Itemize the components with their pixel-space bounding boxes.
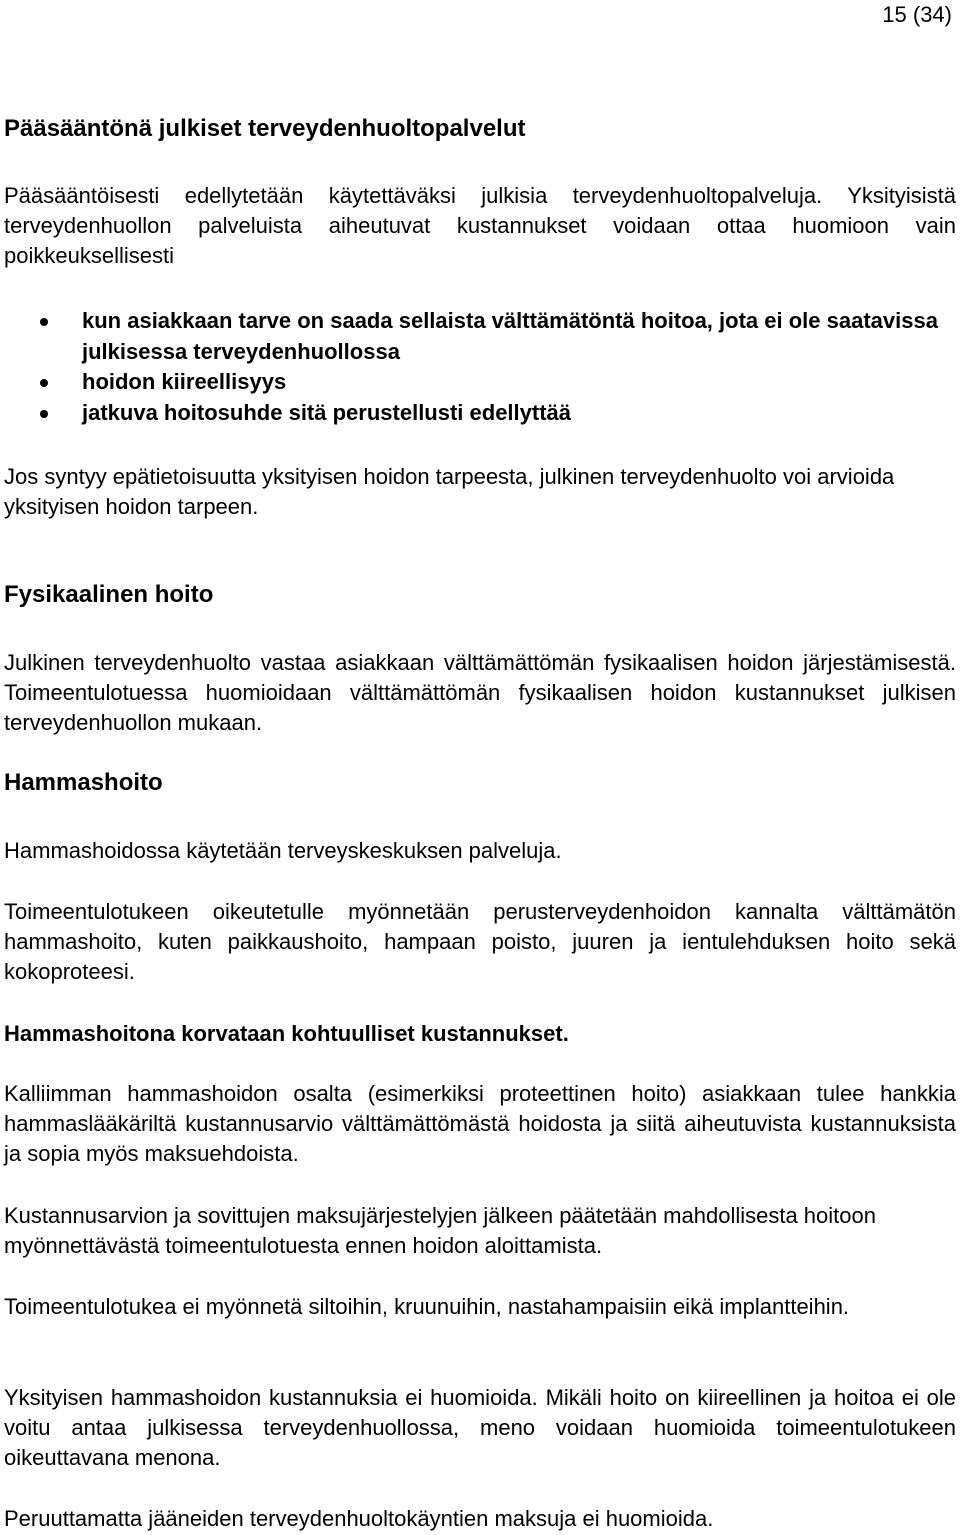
bullet-icon bbox=[40, 318, 48, 326]
list-item-text: hoidon kiireellisyys bbox=[82, 369, 287, 394]
bullet-icon bbox=[40, 379, 48, 387]
paragraph-physical-therapy: Julkinen terveydenhuolto vastaa asiakkaan välttämättömän fysikaalisen hoidon järjestämisestä. Toimeentulotuessa huomioidaan välttämättömän fysikaalisen hoidon kustannukset julkisen terveydenhuollon mukaan. bbox=[4, 650, 956, 735]
paragraph-dental-bold: Hammashoitona korvataan kohtuulliset kustannukset. bbox=[4, 1021, 569, 1046]
paragraph-dental-7: Peruuttamatta jääneiden terveydenhuoltokäyntien maksuja ei huomioida. bbox=[4, 1506, 714, 1531]
paragraph-dental-4: Kustannusarvion ja sovittujen maksujärjestelyjen jälkeen päätetään mahdollisesta hoitoon myönnettävästä toimeentulotuesta ennen hoidon aloittamista. bbox=[4, 1203, 876, 1258]
list-item bbox=[4, 398, 956, 429]
paragraph-dental-3: Kalliimman hammashoidon osalta (esimerkiksi proteettinen hoito) asiakkaan tulee hankkia hammaslääkäriltä kustannusarvio välttämättömästä hoidosta ja siitä aiheutuvista kustannuksista ja sopia myös maksuehdoista. bbox=[4, 1081, 956, 1166]
paragraph-dental-6: Yksityisen hammashoidon kustannuksia ei huomioida. Mikäli hoito on kiireellinen ja hoitoa ei ole voitu antaa julkisessa terveydenhuollossa, meno voidaan huomioida toimeentulotukeen oikeuttavana menona. bbox=[4, 1385, 956, 1470]
page-number: 15 (34) bbox=[882, 2, 952, 27]
heading-physical-therapy: Fysikaalinen hoito bbox=[4, 581, 214, 608]
list-item-text: kun asiakkaan tarve on saada sellaista välttämätöntä hoitoa, jota ei ole saatavissa julkisessa terveydenhuollossa bbox=[82, 308, 938, 364]
bullet-icon bbox=[40, 410, 48, 418]
paragraph-dental-5: Toimeentulotukea ei myönnetä siltoihin, kruunuihin, nastahampaisiin eikä implantteihin. bbox=[4, 1294, 850, 1319]
criteria-list bbox=[4, 306, 956, 428]
paragraph-dental-2: Toimeentulotukeen oikeutetulle myönnetään perusterveydenhoidon kannalta välttämätön hammashoito, kuten paikkaushoito, hampaan poisto, juuren ja ientulehduksen hoito sekä kokoproteesi. bbox=[4, 899, 956, 984]
heading-public-services: Pääsääntönä julkiset terveydenhuoltopalvelut bbox=[4, 115, 526, 142]
heading-dental-care: Hammashoito bbox=[4, 769, 163, 796]
paragraph-intro: Pääsääntöisesti edellytetään käytettäväksi julkisia terveydenhuoltopalveluja. Yksityisistä terveydenhuollon palveluista aiheutuvat kustannukset voidaan ottaa huomioon vain poikkeuksellisesti bbox=[4, 183, 956, 268]
paragraph-uncertainty: Jos syntyy epätietoisuutta yksityisen hoidon tarpeesta, julkinen terveydenhuolto voi arvioida yksityisen hoidon tarpeen. bbox=[4, 464, 895, 519]
list-item-text: jatkuva hoitosuhde sitä perustellusti edellyttää bbox=[82, 399, 572, 425]
list-item bbox=[4, 306, 956, 367]
paragraph-dental-1: Hammashoidossa käytetään terveyskeskuksen palveluja. bbox=[4, 838, 562, 863]
list-item bbox=[4, 367, 956, 398]
